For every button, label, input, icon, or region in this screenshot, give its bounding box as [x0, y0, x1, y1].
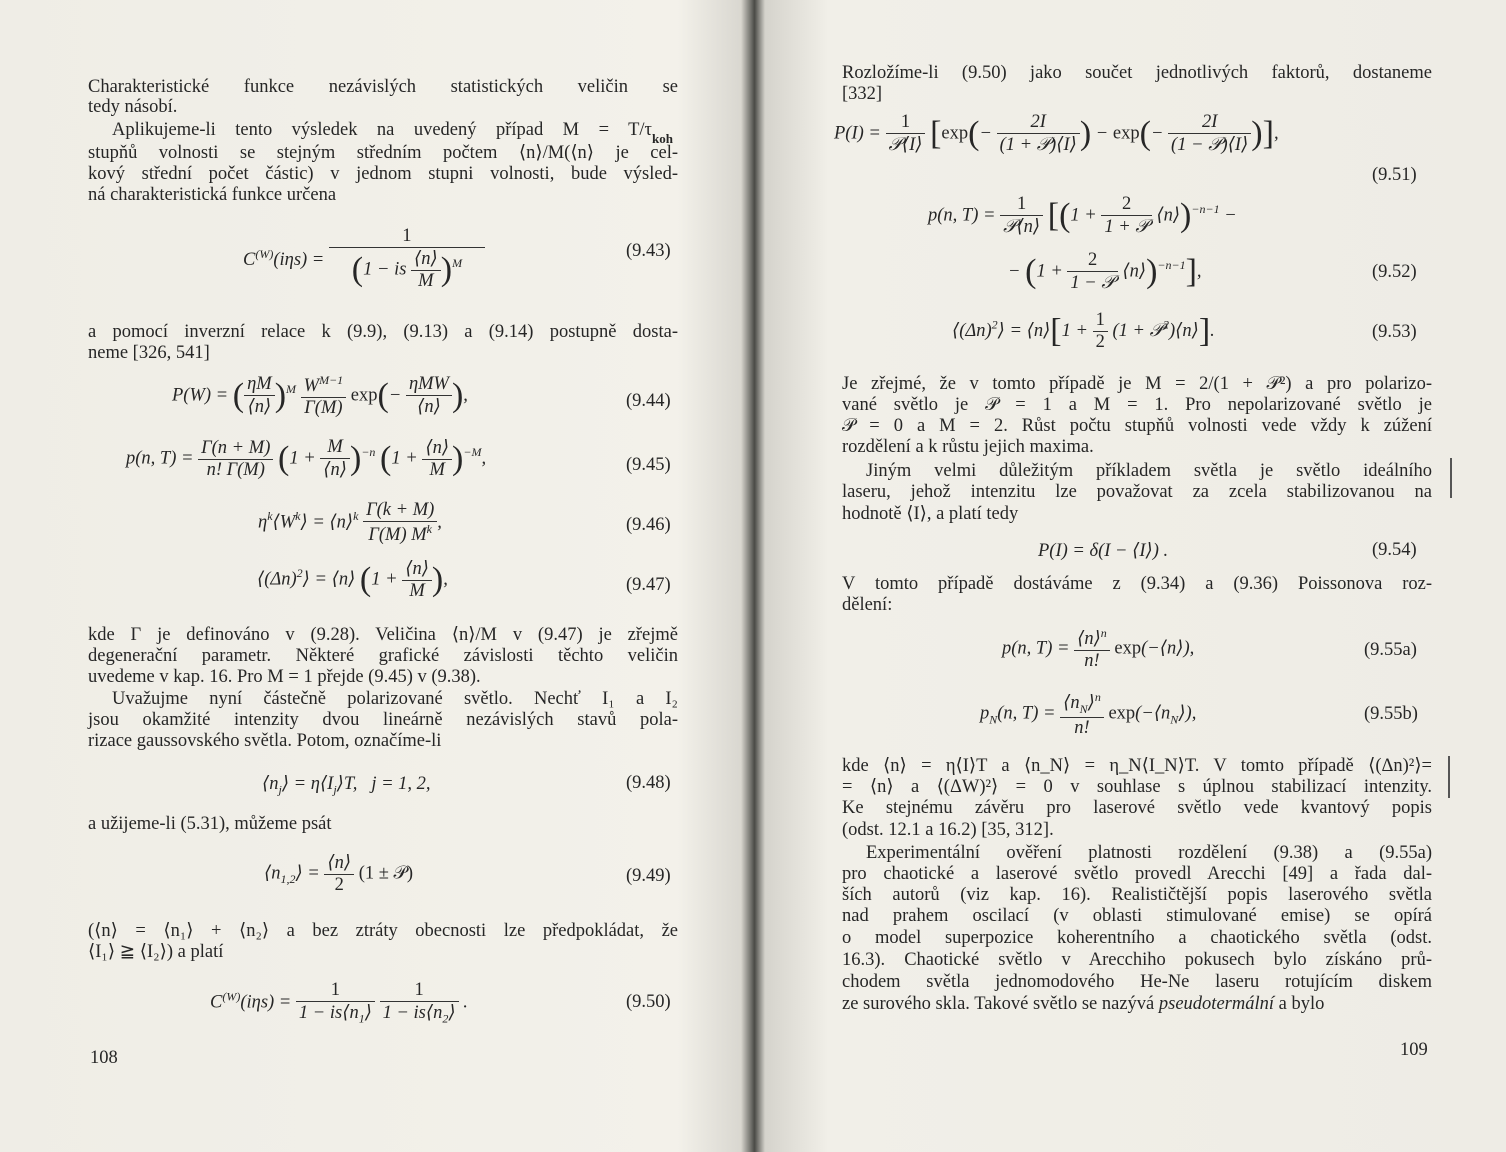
- eq-label-9-45: (9.45): [626, 455, 671, 475]
- left-p3-line2: neme [326, 541]: [88, 343, 210, 363]
- margin-mark-2: [1448, 756, 1450, 798]
- equation-9-44: P(W) = ( $\frac{\eta M}{⟨n⟩}$ )$^M$ $\frac{W^{M-1}}{\Gamma(M)}$ exp(− $\frac{\text{ηMW}}{⟨n⟩}$ ),: [172, 373, 468, 419]
- right-p6-line8-text: ze surového skla. Takové světlo se nazývá: [842, 994, 1155, 1014]
- margin-mark-1: [1450, 458, 1452, 498]
- right-p2-line4: rozdělení a k růstu jejich maxima.: [842, 437, 1094, 457]
- right-p6-line1: Experimentální ověření platnosti rozdělení (9.38) a (9.55a): [866, 843, 1432, 863]
- right-p6-line7: chodem světla jednomodového He-Ne laseru rotujícím diskem: [842, 972, 1432, 992]
- eq-label-9-53: (9.53): [1372, 322, 1417, 342]
- right-p3-line2: laseru, jehož intenzitu lze považovat za zcela stabilizovanou na: [842, 482, 1432, 502]
- equation-9-55b: $p_N(n$, T) = $\frac{⟨n_N⟩^n}{n!}$ $\exp(-⟨n_N⟩)$,: [980, 690, 1197, 738]
- tau-subscript: koh: [652, 131, 673, 146]
- eq-label-9-51: (9.51): [1372, 165, 1417, 185]
- right-p2-line1: Je zřejmé, že v tomto případě je M = 2/(1 + 𝒫²) a pro polarizo-: [842, 374, 1432, 394]
- left-p2-line1: Aplikujeme-li tento výsledek na uvedený případ M = T/τ: [112, 120, 652, 140]
- left-p4-line3: uvedeme v kap. 16. Pro M = 1 přejde (9.45) v (9.38).: [88, 667, 481, 687]
- eq-label-9-47: (9.47): [626, 575, 671, 595]
- left-page-number: 108: [90, 1048, 118, 1068]
- right-p5-line1: kde ⟨n⟩ = η⟨I⟩T a ⟨n_N⟩ = η_N⟨I_N⟩T. V tomto případě ⟨(Δn)²⟩=: [842, 756, 1432, 776]
- eq-label-9-44: (9.44): [626, 391, 671, 411]
- right-p1-line2: [332]: [842, 84, 883, 104]
- left-p4-line1: kde Γ je definováno v (9.28). Veličina ⟨n⟩/M v (9.47) je zřejmě: [88, 625, 678, 645]
- right-p5-line3: Ke stejnému závěru pro laserové světlo vede kvantový popis: [842, 798, 1432, 818]
- eq-label-9-55b: (9.55b): [1364, 704, 1418, 724]
- right-p2-line3: 𝒫 = 0 a M = 2. Růst počtu stupňů volnosti vede vždy k zúžení: [842, 416, 1432, 436]
- eq-9-48-tail: j = 1, 2,: [371, 774, 431, 794]
- right-p3-line3: hodnotě ⟨I⟩, a platí tedy: [842, 504, 1019, 524]
- right-p6-line2: pro chaotické a laserové světlo provedl Arecchi [49] a řada dal-: [842, 864, 1432, 884]
- right-p6-line6: 16.3). Chaotické světlo v Arecchiho pokusech bylo získáno prů-: [842, 950, 1432, 970]
- eq-label-9-46: (9.46): [626, 515, 671, 535]
- left-p1-line2: tedy násobí.: [88, 97, 178, 117]
- equation-9-47: $⟨(\Delta n)^2⟩$ = ⟨n⟩ (1 + $\frac{⟨n⟩}{M}$ ),: [257, 559, 448, 601]
- left-p2-line4: ná charakteristická funkce určena: [88, 185, 337, 205]
- left-p7-line2: ⟨I₁⟩ ≧ ⟨I₂⟩) a platí: [88, 942, 224, 962]
- right-p6-line8: [842, 994, 1432, 1015]
- eq-label-9-54: (9.54): [1372, 540, 1417, 560]
- right-p6-line3: ších autorů (viz kap. 16). Realističtější popis laserového světla: [842, 885, 1432, 905]
- right-p1-line1: Rozložíme-li (9.50) jako součet jednotlivých faktorů, dostaneme: [842, 63, 1432, 83]
- right-p5-line4: (odst. 12.1 a 16.2) [35, 312].: [842, 820, 1054, 840]
- equation-9-51: P(I) = $\frac{1}{\text{𝒫⟨I⟩}}$ [exp(− $\frac{2I}{\text{(1 + 𝒫)⟨I⟩}}$ ) − exp(− $\frac{2I}{\text{(1 − 𝒫)⟨I⟩}}$ )],: [834, 112, 1279, 155]
- left-p6: a užijeme-li (5.31), můžeme psát: [88, 814, 332, 834]
- equation-9-46: $\eta^k⟨W^k⟩$ = ⟨n⟩$^k$ $\frac{\Gamma(k + M)}{\Gamma(M) M^k}$ ,: [258, 500, 442, 546]
- eq-label-9-49: (9.49): [626, 866, 671, 886]
- right-p2-line2: vané světlo je 𝒫 = 1 a M = 1. Pro nepolarizované světlo je: [842, 395, 1432, 415]
- left-p5-line3: rizace gaussovského světla. Potom, označíme-li: [88, 731, 442, 751]
- right-page-number: 109: [1400, 1040, 1428, 1060]
- equation-9-49: $⟨n_{1,2}⟩$ = $\frac{⟨n⟩}{2}$ (1 ± 𝒫): [264, 853, 414, 895]
- right-p4-line2: dělení:: [842, 595, 893, 615]
- left-p2-line3: kový střední počet částic) v jednom stupni volnosti, bude výsled-: [88, 164, 678, 184]
- eq-label-9-50: (9.50): [626, 992, 671, 1012]
- right-p6-line8-tail: a bylo: [1274, 994, 1325, 1014]
- right-p5-line2: = ⟨n⟩ a ⟨(ΔW)²⟩ = 0 v souhlase s úplnou stabilizací intenzity.: [842, 777, 1432, 797]
- equation-9-52-line1: p(n, T) = $\frac{1}{\text{𝒫⟨n⟩}}$ [(1 + $\frac{2}{\text{1 + 𝒫}}$ ⟨n⟩)$^{-n-1}$ −: [928, 194, 1237, 237]
- left-p2-line2: stupňů volnosti se stejným středním počtem ⟨n⟩/M(⟨n⟩ je cel-: [88, 143, 678, 163]
- right-p4-line1: V tomto případě dostáváme z (9.34) a (9.36) Poissonova roz-: [842, 574, 1432, 594]
- left-p3-line1: a pomocí inverzní relace k (9.9), (9.13) a (9.14) postupně dosta-: [88, 322, 678, 342]
- right-p6-line5: o model superpozice koherentního a chaotického světla (odst.: [842, 928, 1432, 948]
- italic-term: pseudotermální: [1158, 994, 1274, 1014]
- eq-label-9-52: (9.52): [1372, 262, 1417, 282]
- equation-9-55a: p(n, T) = $\frac{⟨n⟩^n}{n!}$ exp(−⟨n⟩),: [1002, 626, 1195, 672]
- right-p6-line4: nad prahem oscilací (v oblasti stimulované emise) se opírá: [842, 906, 1432, 926]
- left-p5-line2: jsou okamžité intenzity dvou lineárně nezávislých stavů pola-: [88, 710, 678, 730]
- equation-9-43: $C^{(W)}(i\eta s)$ = 1 (1 − is $\frac{⟨n⟩}{M}$ )$^M$: [243, 226, 485, 292]
- equation-9-45: p(n, T) = $\frac{\Gamma(n + M)}{n! \Gamma(M)}$ (1 + $\frac{M}{⟨n⟩}$ )$^{-n}$ (1 + $\frac{⟨n⟩}{M}$ )$^{-M}$,: [126, 437, 487, 480]
- eq-label-9-48: (9.48): [626, 773, 671, 793]
- equation-9-53: $⟨(\Delta n)^2⟩$ = ⟨n⟩[1 + $\frac{1}{2}$ (1 + 𝒫$^2$)⟨n⟩].: [952, 310, 1215, 352]
- left-p5-line1: Uvažujme nyní částečně polarizované světlo. Nechť I₁ a I₂: [112, 689, 678, 709]
- left-p7-line1: (⟨n⟩ = ⟨n₁⟩ + ⟨n₂⟩ a bez ztráty obecnosti lze předpokládat, že: [88, 921, 678, 941]
- left-page: [0, 0, 752, 1152]
- equation-9-54: P(I) = δ(I − ⟨I⟩) .: [1038, 541, 1169, 561]
- equation-9-50: $C^{(W)}(i\eta s)$ = $\frac{1}{1 - is⟨n_1⟩}$ $\frac{1}{1 - is⟨n_2⟩}$ .: [210, 980, 468, 1026]
- left-p4-line2: degenerační parametr. Některé grafické závislosti těchto veličin: [88, 646, 678, 666]
- eq-label-9-55a: (9.55a): [1364, 640, 1417, 660]
- right-page: [754, 0, 1506, 1152]
- equation-9-52-line2: − (1 + $\frac{2}{\text{1 − 𝒫}}$ ⟨n⟩)$^{-n-1}$],: [1008, 250, 1202, 293]
- equation-9-48: $⟨n_j⟩$ = $\eta⟨I_j⟩T$, j = 1, 2,: [262, 774, 431, 797]
- eq-label-9-43: (9.43): [626, 241, 671, 261]
- left-p1-line1: Charakteristické funkce nezávislých statistických veličin se: [88, 77, 678, 97]
- right-p3-line1: Jiným velmi důležitým příkladem světla je světlo ideálního: [866, 461, 1432, 481]
